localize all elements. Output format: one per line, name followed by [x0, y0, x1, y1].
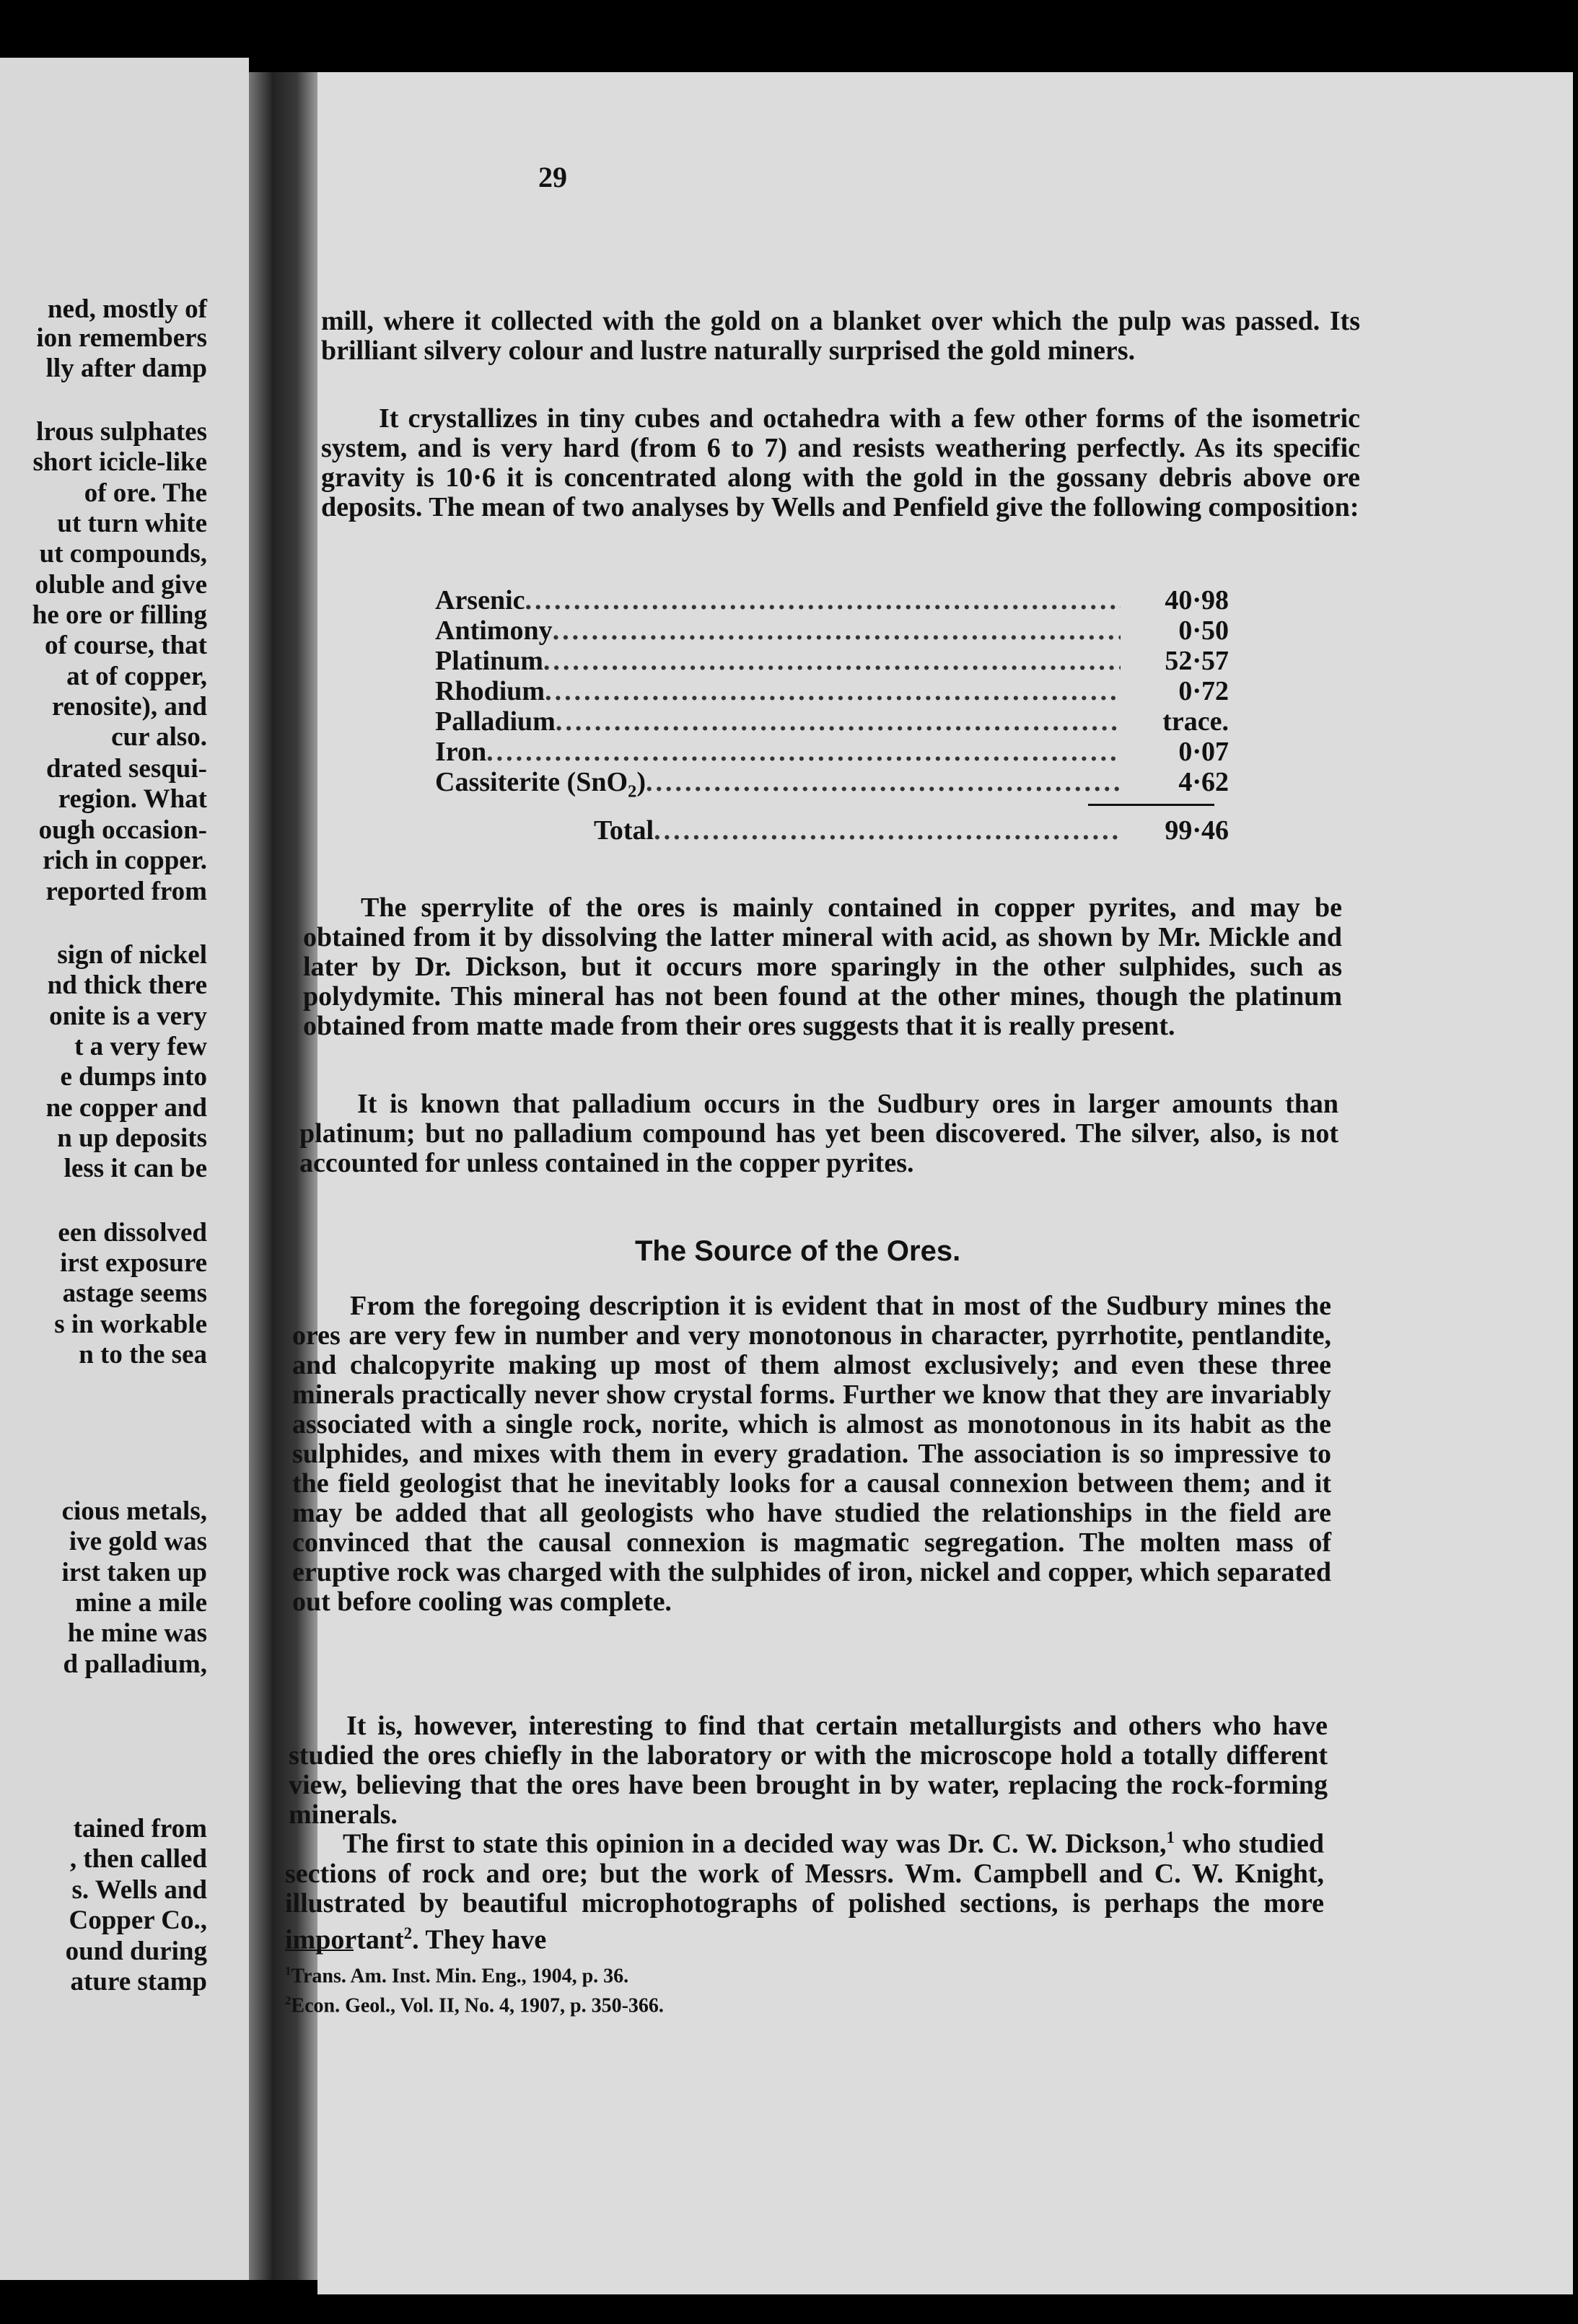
- leader-dots: [543, 645, 1121, 677]
- left-page-text-line: of course, that: [44, 631, 207, 660]
- left-page-text-line: rich in copper.: [43, 846, 207, 875]
- left-page-text-line: e dumps into: [60, 1062, 207, 1092]
- section-title: The Source of the Ores.: [635, 1235, 961, 1267]
- paragraph-3: The sperrylite of the ores is mainly contained in copper pyrites, and may be obtained from it by dissolving the latter mineral with acid, as shown by Mr. Mickle and later by Dr. Dickson, but it occurs more sparingly in the other sulphides, such as polydymite. This mineral has not been found at the other mines, though the platinum obtained from matte made from their ores suggests that it is really present.: [303, 893, 1342, 1041]
- left-page-text-line: n up deposits: [57, 1123, 207, 1153]
- left-page-text-line: cur also.: [111, 722, 207, 752]
- left-page-text-line: nd thick there: [47, 970, 207, 1000]
- left-page-edge: [0, 58, 249, 2280]
- left-page-text-line: he mine was: [67, 1618, 207, 1648]
- composition-row: [435, 675, 1229, 706]
- left-page-text-line: lly after damp: [45, 354, 207, 383]
- left-page-text-line: he ore or filling: [32, 600, 207, 630]
- composition-total-row: [435, 815, 1229, 845]
- left-page-text-line: d palladium,: [63, 1649, 207, 1679]
- left-page-text-line: ough occasion-: [38, 815, 207, 845]
- leader-dots: [545, 675, 1121, 707]
- left-page-text-line: s in workable: [54, 1310, 207, 1339]
- left-page-text-line: , then called: [69, 1844, 207, 1874]
- left-page-text-line: cious metals,: [61, 1496, 207, 1526]
- left-page-text-line: at of copper,: [66, 662, 207, 691]
- mineral-name: Arsenic: [435, 585, 525, 615]
- left-page-text-line: drated sesqui-: [45, 754, 207, 784]
- left-page-text-line: ion remembers: [36, 323, 207, 353]
- mineral-value: 0·07: [1178, 737, 1229, 767]
- composition-row: [435, 584, 1229, 615]
- footnote-2: $^2$Econ. Geol., Vol. II, No. 4, 1907, p. 350-366.: [285, 1994, 664, 2017]
- composition-row: [435, 615, 1229, 645]
- composition-row: [435, 706, 1229, 736]
- left-page-text-line: een dissolved: [58, 1218, 207, 1247]
- left-page-text-line: onite is a very: [49, 1001, 207, 1031]
- left-page-text-line: ature stamp: [70, 1967, 207, 1996]
- left-page-text-line: irst taken up: [61, 1558, 207, 1587]
- left-page-text-line: reported from: [45, 877, 207, 906]
- left-page-text-line: n to the sea: [79, 1340, 207, 1369]
- left-page-text-line: ut compounds,: [39, 539, 207, 569]
- left-page-text-line: tained from: [73, 1814, 207, 1843]
- composition-row: [435, 736, 1229, 766]
- left-page-text-line: t a very few: [74, 1032, 207, 1061]
- left-page-text-line: short icicle-like: [32, 447, 207, 477]
- left-page-text-line: lrous sulphates: [36, 417, 207, 447]
- left-page-text-line: ne copper and: [45, 1093, 207, 1123]
- mineral-name: Palladium: [435, 706, 556, 737]
- page-number: 29: [538, 161, 567, 193]
- paragraph-6: It is, however, interesting to find that certain metallurgists and others who have studied the ores chiefly in the laboratory or with the microscope hold a totally different view, believing that the ores have been brought in by water, replacing the rock-forming minerals.: [289, 1711, 1328, 1830]
- mineral-name: Antimony: [435, 615, 553, 646]
- left-page-text-line: Copper Co.,: [69, 1906, 207, 1935]
- left-page-text-line: ned, mostly of: [48, 294, 207, 324]
- left-page-text-line: ut turn white: [57, 509, 207, 538]
- mineral-value: 0·72: [1178, 676, 1229, 706]
- mineral-name: Cassiterite (SnO$_2$): [435, 767, 646, 802]
- left-page-text-line: ive gold was: [69, 1527, 207, 1556]
- left-page-text-line: mine a mile: [75, 1588, 207, 1618]
- footnotes: [285, 1959, 1295, 2019]
- left-page-text-line: ound during: [65, 1937, 207, 1966]
- left-page-text-line: less it can be: [63, 1154, 207, 1183]
- composition-row: [435, 645, 1229, 675]
- total-label: Total: [594, 815, 654, 846]
- left-page-text-line: region. What: [58, 784, 207, 814]
- mineral-name: Iron: [435, 737, 487, 767]
- left-page-text-line: astage seems: [62, 1279, 207, 1308]
- paragraph-4: It is known that palladium occurs in the Sudbury ores in larger amounts than platinum; but no palladium compound has yet been discovered. The silver, also, is not accounted for unless contained in the copper pyrites.: [299, 1089, 1338, 1178]
- leader-dots: [556, 706, 1121, 737]
- mineral-value: 52·57: [1165, 646, 1229, 676]
- paragraph-2: It crystallizes in tiny cubes and octahedra with a few other forms of the isometric system, and is very hard (from 6 to 7) and resists weathering perfectly. As its specific gravity is 10·6 it is concentrated along with the gold in the gossany debris above ore deposits. The mean of two analyses by Wells and Penfield give the following composition:: [321, 403, 1360, 522]
- left-page-text-line: s. Wells and: [71, 1875, 207, 1905]
- paragraph-5: From the foregoing description it is evident that in most of the Sudbury mines the ores are very few in number and very monotonous in character, pyrrhotite, pentlandite, and chalcopyrite making up most of them almost exclusively; and even these three minerals practically never show crystal forms. Further we know that they are invariably associated with a single rock, norite, which is almost as monotonous in its habit as the sulphides, and mixes with them in every gradation. The association is so impressive to the field geologist that he inevitably looks for a causal connexion between them; and it may be added that all geologists who have studied the relationships in the field are convinced that the causal connexion is magmatic segregation. The molten mass of eruptive rock was charged with the sulphides of iron, nickel and copper, which separated out before cooling was complete.: [292, 1291, 1331, 1617]
- footnote-1: $^1$Trans. Am. Inst. Min. Eng., 1904, p. 36.: [285, 1964, 629, 1988]
- leader-dots: [553, 615, 1121, 646]
- mineral-value: 0·50: [1178, 615, 1229, 646]
- mineral-value: 40·98: [1165, 585, 1229, 615]
- total-value: 99·46: [1165, 815, 1229, 846]
- left-page-text-line: irst exposure: [60, 1248, 207, 1278]
- left-page-text-line: of ore. The: [84, 478, 207, 508]
- paragraph-1: mill, where it collected with the gold on a blanket over which the pulp was passed. Its brilliant silvery colour and lustre naturally surprised the gold miners.: [321, 306, 1360, 366]
- left-page-text-line: oluble and give: [35, 570, 207, 600]
- leader-dots: [525, 584, 1121, 616]
- mineral-value: 4·62: [1178, 767, 1229, 797]
- composition-row: [435, 766, 1229, 802]
- mineral-value: trace.: [1162, 706, 1229, 737]
- total-rule: [1088, 804, 1214, 806]
- left-page-text-line: renosite), and: [51, 692, 207, 722]
- composition-table: [435, 584, 1229, 845]
- left-page-text-line: sign of nickel: [57, 940, 207, 970]
- leader-dots: [654, 815, 1121, 846]
- mineral-name: Platinum: [435, 646, 543, 676]
- paragraph-7: The first to state this opinion in a decided way was Dr. C. W. Dickson,$^1$ who studied sections of rock and ore; but the work of Messrs. Wm. Campbell and C. W. Knight, illustrated by beautiful microphotographs of polished sections, is perhaps the more important$^2$. They have: [285, 1828, 1324, 1955]
- leader-dots: [646, 766, 1121, 798]
- footnote-rule: [285, 1950, 354, 1951]
- leader-dots: [486, 736, 1121, 768]
- mineral-name: Rhodium: [435, 676, 545, 706]
